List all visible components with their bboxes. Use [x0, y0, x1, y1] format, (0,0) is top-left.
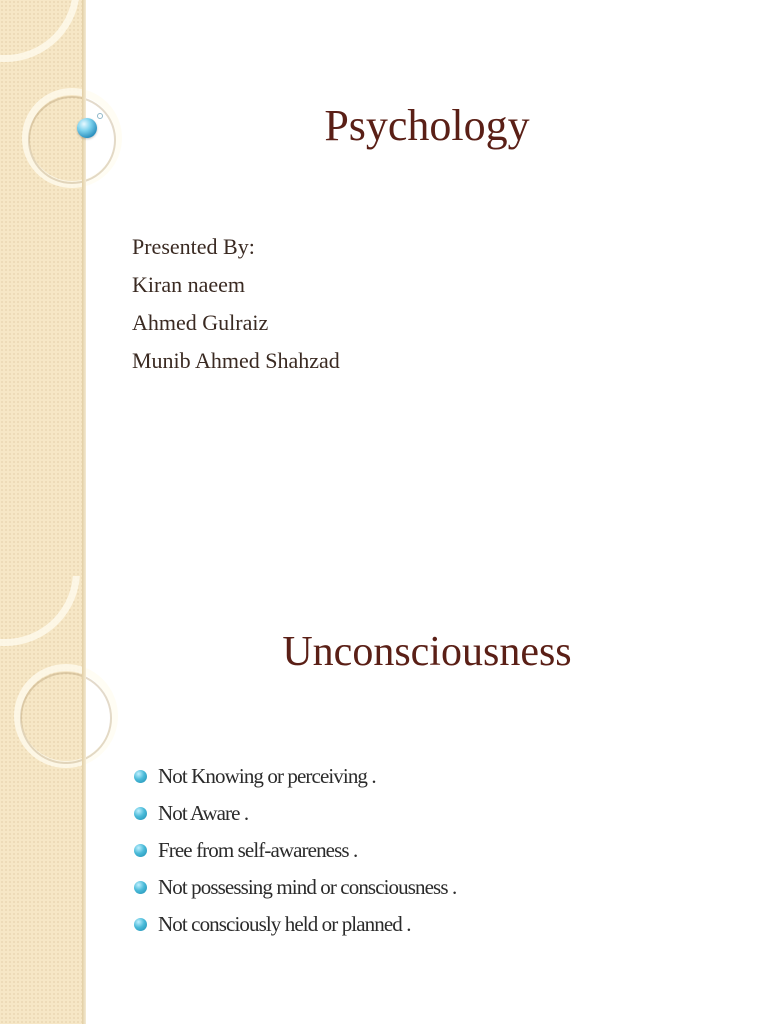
- bullet-item: [134, 873, 456, 910]
- slide-unconsciousness: [0, 576, 768, 1024]
- bullet-item: [134, 836, 456, 873]
- bullet-text: Not Knowing or perceiving .: [158, 764, 376, 788]
- bullet-text: Free from self-awareness .: [158, 838, 358, 862]
- bullet-item: [134, 799, 456, 836]
- decorative-ring-icon: [20, 672, 112, 764]
- slide-title-text: Unconsciousness: [282, 629, 572, 675]
- blue-bullet-icon: [134, 918, 147, 931]
- presenter-name: Kiran naeem: [132, 272, 245, 297]
- decorative-ring-icon: [0, 576, 80, 646]
- bullet-item: [134, 762, 456, 799]
- bullet-text: Not possessing mind or consciousness .: [158, 875, 457, 899]
- bullet-text: Not Aware .: [158, 801, 249, 825]
- bullet-list: [134, 762, 456, 947]
- bullet-text: Not consciously held or planned .: [158, 912, 411, 936]
- blue-bullet-icon: [134, 844, 147, 857]
- sidebar-decoration: [0, 0, 82, 576]
- bullet-item: [134, 910, 456, 947]
- presenter-list: [132, 232, 340, 384]
- sidebar-decoration: [0, 576, 82, 1024]
- sidebar-edge: [82, 0, 86, 576]
- slide-title-text: Psychology: [324, 101, 530, 150]
- decorative-ring-icon: [0, 0, 80, 62]
- blue-bullet-icon: [134, 807, 147, 820]
- presenter-heading: Presented By:: [132, 234, 255, 259]
- blue-bullet-icon: [134, 881, 147, 894]
- presenter-name: Ahmed Gulraiz: [132, 310, 269, 335]
- presenter-name: Munib Ahmed Shahzad: [132, 348, 340, 373]
- blue-bullet-icon: [134, 770, 147, 783]
